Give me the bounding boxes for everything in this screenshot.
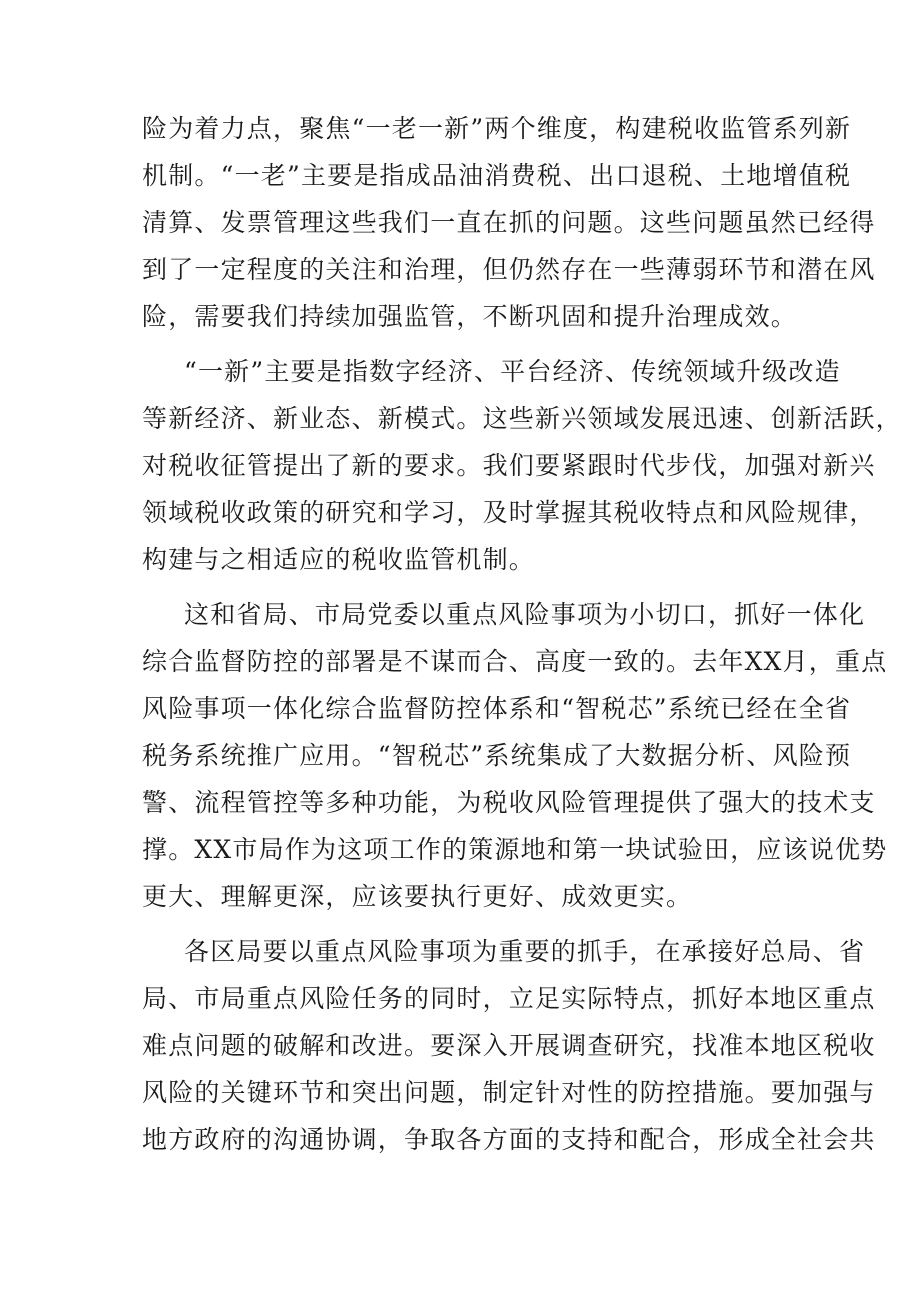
text-line: 局、市局重点风险任务的同时，立足实际特点，抓好本地区重点 (142, 984, 876, 1013)
text-line: 险为着力点，聚焦“一老一新”两个维度，构建税收监管系列新 (142, 114, 852, 143)
text-line: 领域税收政策的研究和学习，及时掌握其税收特点和风险规律， (142, 498, 876, 527)
text-line: 这和省局、市局党委以重点风险事项为小切口，抓好一体化 (184, 600, 866, 629)
text-line: 对税收征管提出了新的要求。我们要紧跟时代步伐，加强对新兴 (142, 451, 876, 480)
text-line: 到了一定程度的关注和治理，但仍然存在一些薄弱环节和潜在风 (142, 255, 876, 284)
text-line: 更大、理解更深，应该要执行更好、成效更实。 (142, 882, 693, 911)
text-line: 地方政府的沟通协调，争取各方面的支持和配合，形成全社会共 (142, 1125, 876, 1154)
text-line: 税务系统推广应用。“智税芯”系统集成了大数据分析、风险预 (142, 741, 852, 770)
text-line: 风险的关键环节和突出问题，制定针对性的防控措施。要加强与 (142, 1078, 876, 1107)
text-line: 险，需要我们持续加强监管，不断巩固和提升治理成效。 (142, 302, 798, 331)
text-line: 撑。XX市局作为这项工作的策源地和第一块试验田，应该说优势 (142, 835, 888, 864)
text-line: 机制。“一老”主要是指成品油消费税、出口退税、土地增值税 (142, 161, 852, 190)
text-line: 风险事项一体化综合监督防控体系和“智税芯”系统已经在全省 (142, 694, 852, 723)
text-line: 等新经济、新业态、新模式。这些新兴领域发展迅速、创新活跃， (142, 404, 902, 433)
text-line: 难点问题的破解和改进。要深入开展调查研究，找准本地区税收 (142, 1031, 876, 1060)
text-line: 各区局要以重点风险事项为重要的抓手，在承接好总局、省 (184, 937, 866, 966)
text-line: “一新”主要是指数字经济、平台经济、传统领域升级改造 (184, 357, 841, 386)
text-line: 清算、发票管理这些我们一直在抓的问题。这些问题虽然已经得 (142, 208, 876, 237)
text-line: 构建与之相适应的税收监管机制。 (142, 545, 536, 574)
text-line: 警、流程管控等多种功能，为税收风险管理提供了强大的技术支 (142, 788, 876, 817)
text-line: 综合监督防控的部署是不谋而合、高度一致的。去年XX月，重点 (142, 647, 888, 676)
